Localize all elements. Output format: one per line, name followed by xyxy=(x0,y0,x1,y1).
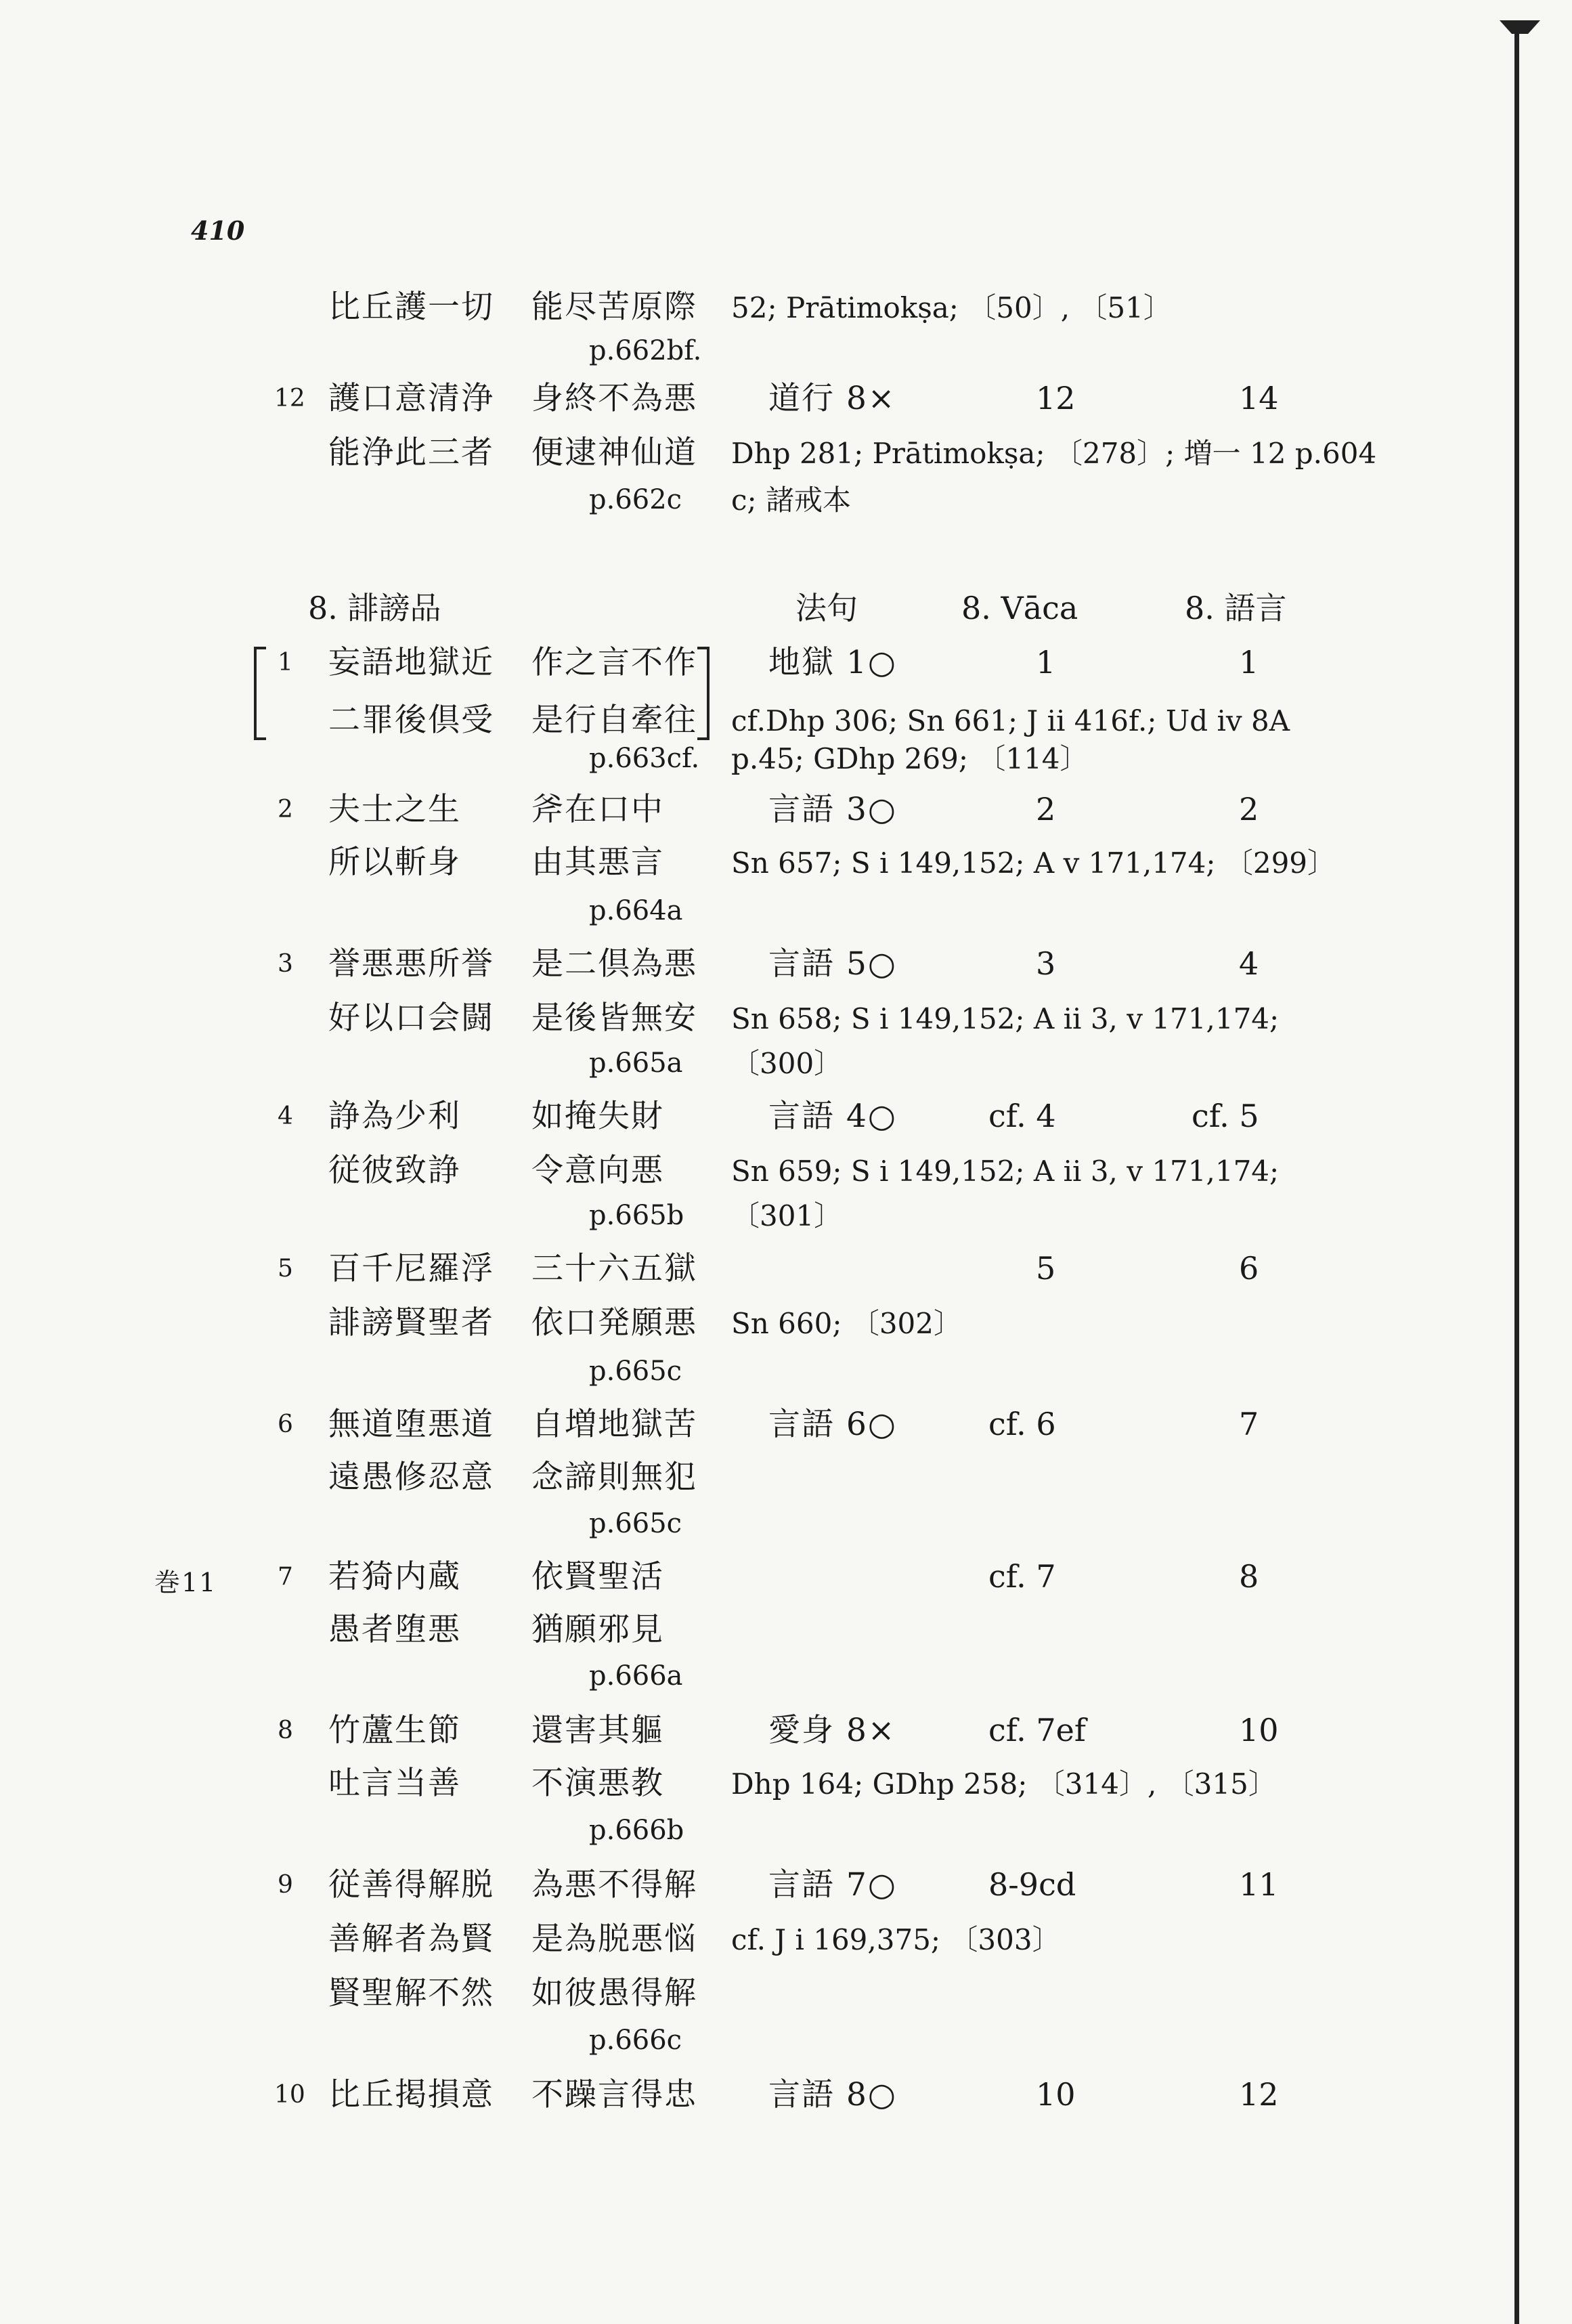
gogen-parallel: 11 xyxy=(1239,1866,1279,1903)
verse-line-a: 比丘掲損意 xyxy=(328,2076,494,2113)
verse-line-a: 従善得解脱 xyxy=(328,1866,494,1903)
verse-line-b: 斧在口中 xyxy=(531,791,664,828)
gogen-parallel: cf. 5 xyxy=(1192,1098,1259,1134)
verse-line-a: 能浄此三者 xyxy=(328,434,494,471)
verse-line-a: 誹謗賢聖者 xyxy=(328,1304,494,1341)
verse-line-b: 不演悪教 xyxy=(531,1765,664,1802)
vaca-parallel: 10 xyxy=(1036,2076,1076,2113)
verse-line-b: 如掩失財 xyxy=(531,1098,664,1135)
verse-line-a: 善解者為賢 xyxy=(328,1920,494,1958)
verse-line-b: 三十六五獄 xyxy=(531,1250,697,1287)
taisho-page-ref: p.666c xyxy=(589,2025,682,2056)
vaca-parallel: cf. 4 xyxy=(988,1098,1056,1134)
gogen-parallel: 1 xyxy=(1239,644,1259,681)
taisho-page-ref: p.663cf. xyxy=(589,743,700,774)
verse-line-b: 依口発願悪 xyxy=(531,1304,697,1341)
verse-line-a: 二罪後倶受 xyxy=(328,702,494,739)
parallel-references: Sn 657; S i 149,152; A v 171,174; 〔299〕 xyxy=(731,846,1336,880)
verse-line-a: 誉悪悪所誉 xyxy=(328,945,494,983)
vaca-parallel: 8-9cd xyxy=(988,1866,1076,1903)
verse-number: 1 xyxy=(278,649,293,676)
verse-number: 9 xyxy=(278,1871,293,1899)
verse-line-b: 依賢聖活 xyxy=(531,1558,664,1595)
taisho-page-ref: p.665c xyxy=(589,1508,682,1539)
taisho-page-ref: p.665b xyxy=(589,1200,684,1231)
taisho-page-ref: p.662c xyxy=(589,484,682,515)
verse-line-b: 猶願邪見 xyxy=(531,1611,664,1648)
gogen-parallel: 8 xyxy=(1239,1558,1259,1595)
parallel-references: cf.Dhp 306; Sn 661; J ii 416f.; Ud iv 8A xyxy=(731,704,1290,737)
column-header-vaca: 8. Vāca xyxy=(961,590,1078,626)
verse-number: 7 xyxy=(278,1563,293,1591)
taisho-page-ref: p.662bf. xyxy=(589,335,702,366)
taisho-page-ref: p.665a xyxy=(589,1048,683,1079)
vaca-parallel: cf. 6 xyxy=(988,1406,1056,1442)
column-header-fakku: 法句 xyxy=(795,590,858,626)
dhammapada-parallel: 道行 8× xyxy=(768,380,896,417)
vaca-parallel: 5 xyxy=(1036,1250,1056,1287)
binding-mark xyxy=(1500,20,1540,34)
dhammapada-parallel: 地獄 1○ xyxy=(768,644,897,681)
verse-line-b: 是為脱悪悩 xyxy=(531,1920,697,1958)
verse-line-a: 愚者堕悪 xyxy=(328,1611,461,1648)
verse-line-b: 是行自牽往 xyxy=(531,702,697,739)
verse-line-a: 竹蘆生節 xyxy=(328,1712,461,1749)
verse-line-a: 比丘護一切 xyxy=(328,288,494,326)
verse-line-a: 夫士之生 xyxy=(328,791,461,828)
parallel-references: Sn 659; S i 149,152; A ii 3, v 171,174; xyxy=(731,1155,1280,1188)
dhammapada-parallel: 言語 7○ xyxy=(768,1866,897,1903)
verse-line-b: 為悪不得解 xyxy=(531,1866,697,1903)
verse-line-b: 身終不為悪 xyxy=(531,380,697,417)
verse-line-b: 自増地獄苦 xyxy=(531,1406,697,1443)
verse-number: 8 xyxy=(278,1717,293,1744)
gogen-parallel: 12 xyxy=(1239,2076,1279,2113)
gogen-parallel: 14 xyxy=(1239,380,1279,416)
parallel-references-cont: c; 諸戒本 xyxy=(731,483,852,517)
verse-line-b: 是二倶為悪 xyxy=(531,945,697,983)
verse-line-b: 便逮神仙道 xyxy=(531,434,697,471)
verse-line-a: 賢聖解不然 xyxy=(328,1975,494,2012)
verse-line-a: 若猗内蔵 xyxy=(328,1558,461,1595)
verse-number: 5 xyxy=(278,1255,293,1283)
parallel-references-cont: p.45; GDhp 269; 〔114〕 xyxy=(731,742,1089,775)
vaca-parallel: 1 xyxy=(1036,644,1056,681)
verse-number: 3 xyxy=(278,950,293,978)
vaca-parallel: 12 xyxy=(1036,380,1076,416)
verse-line-a: 諍為少利 xyxy=(328,1098,461,1135)
dhammapada-parallel: 愛身 8× xyxy=(768,1712,896,1749)
verse-number: 2 xyxy=(278,796,293,823)
parallel-references: 52; Prātimokṣa; 〔50〕, 〔51〕 xyxy=(731,291,1172,324)
verse-line-a: 百千尼羅浮 xyxy=(328,1250,494,1287)
verse-number: 6 xyxy=(278,1411,293,1438)
vaca-parallel: cf. 7ef xyxy=(988,1712,1086,1748)
taisho-page-ref: p.664a xyxy=(589,895,683,926)
verse-line-b: 如彼愚得解 xyxy=(531,1975,697,2012)
page-number: 410 xyxy=(191,215,245,246)
verse-line-a: 所以斬身 xyxy=(328,844,461,881)
verse-line-a: 護口意清浄 xyxy=(328,380,494,417)
verse-bracket-left xyxy=(254,647,266,740)
verse-line-b: 作之言不作 xyxy=(531,644,697,681)
verse-bracket-right xyxy=(697,647,709,740)
verse-line-b: 是後皆無安 xyxy=(531,999,697,1037)
binding-edge xyxy=(1514,27,1519,2324)
verse-line-b: 還害其軀 xyxy=(531,1712,664,1749)
verse-line-a: 従彼致諍 xyxy=(328,1152,461,1189)
dhammapada-parallel: 言語 8○ xyxy=(768,2076,897,2113)
fascicle-note: 巻11 xyxy=(154,1568,217,1597)
verse-line-a: 遠愚修忍意 xyxy=(328,1459,494,1496)
vaca-parallel: 2 xyxy=(1036,791,1056,827)
vaca-parallel: cf. 7 xyxy=(988,1558,1056,1595)
parallel-references-cont: 〔300〕 xyxy=(731,1047,843,1080)
dhammapada-parallel: 言語 3○ xyxy=(768,791,897,828)
vaca-parallel: 3 xyxy=(1036,945,1056,982)
verse-line-b: 念諦則無犯 xyxy=(531,1459,697,1496)
gogen-parallel: 7 xyxy=(1239,1406,1259,1442)
parallel-references: Dhp 281; Prātimokṣa; 〔278〕; 増一 12 p.604 xyxy=(731,437,1377,470)
dhammapada-parallel: 言語 5○ xyxy=(768,945,897,983)
gogen-parallel: 4 xyxy=(1239,945,1259,982)
parallel-references: Dhp 164; GDhp 258; 〔314〕, 〔315〕 xyxy=(731,1767,1277,1801)
gogen-parallel: 2 xyxy=(1239,791,1259,827)
taisho-page-ref: p.666b xyxy=(589,1815,684,1846)
verse-line-a: 好以口会闘 xyxy=(328,999,494,1037)
section-title: 8. 誹謗品 xyxy=(308,590,441,626)
parallel-references: Sn 658; S i 149,152; A ii 3, v 171,174; xyxy=(731,1002,1280,1035)
parallel-references: cf. J i 169,375; 〔303〕 xyxy=(731,1923,1061,1956)
verse-line-a: 妄語地獄近 xyxy=(328,644,494,681)
gogen-parallel: 10 xyxy=(1239,1712,1279,1748)
verse-number: 4 xyxy=(278,1102,293,1130)
verse-line-b: 不躁言得忠 xyxy=(531,2076,697,2113)
verse-line-b: 令意向悪 xyxy=(531,1152,664,1189)
taisho-page-ref: p.666a xyxy=(589,1660,683,1692)
parallel-references: Sn 660; 〔302〕 xyxy=(731,1307,963,1340)
verse-number: 12 xyxy=(274,385,305,412)
taisho-page-ref: p.665c xyxy=(589,1356,682,1387)
verse-line-a: 無道堕悪道 xyxy=(328,1406,494,1443)
verse-line-b: 能尽苦原際 xyxy=(531,288,697,326)
dhammapada-parallel: 言語 4○ xyxy=(768,1098,897,1135)
verse-number: 10 xyxy=(274,2081,305,2109)
verse-line-b: 由其悪言 xyxy=(531,844,664,881)
verse-line-a: 吐言当善 xyxy=(328,1765,461,1802)
dhammapada-parallel: 言語 6○ xyxy=(768,1406,897,1443)
gogen-parallel: 6 xyxy=(1239,1250,1259,1287)
parallel-references-cont: 〔301〕 xyxy=(731,1199,843,1232)
column-header-gogen: 8. 語言 xyxy=(1185,590,1287,626)
